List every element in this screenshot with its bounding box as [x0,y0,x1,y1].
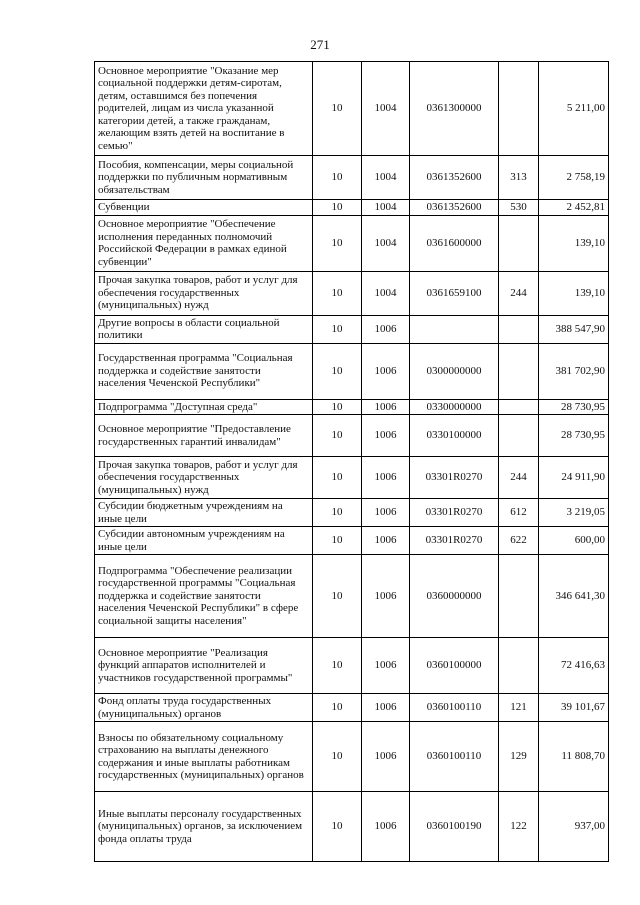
cell-expense-type [499,555,539,638]
cell-expense-type: 122 [499,792,539,862]
cell-expense-type [499,315,539,343]
cell-name: Прочая закупка товаров, работ и услуг для обеспечения государственных (муниципальных) нужд [95,457,313,499]
cell-subsection: 1004 [362,215,410,271]
cell-expense-type: 622 [499,527,539,555]
cell-expense-type: 121 [499,694,539,722]
table-row [95,638,609,694]
cell-subsection: 1006 [362,638,410,694]
cell-subsection: 1004 [362,200,410,216]
cell-name: Основное мероприятие "Оказание мер социальной поддержки детям-сиротам, детям, оставшимся без попечения родителей, лицам из числа указанной категории детей, а также гражданам, желающим взять детей на воспитание в семью" [95,62,313,156]
cell-name: Взносы по обязательному социальному страхованию на выплаты денежного содержания и иные выплаты работникам государственных (муниципальных) органов [95,722,313,792]
cell-section: 10 [313,315,362,343]
cell-section: 10 [313,62,362,156]
cell-subsection: 1004 [362,156,410,200]
cell-expense-type [499,415,539,457]
cell-subsection: 1006 [362,399,410,415]
cell-target-article: 0360100000 [410,638,499,694]
cell-section: 10 [313,399,362,415]
cell-target-article: 0360000000 [410,555,499,638]
cell-amount: 28 730,95 [539,415,609,457]
cell-amount: 11 808,70 [539,722,609,792]
cell-expense-type: 129 [499,722,539,792]
cell-amount: 2 758,19 [539,156,609,200]
cell-amount: 2 452,81 [539,200,609,216]
cell-section: 10 [313,343,362,399]
cell-subsection: 1006 [362,457,410,499]
cell-subsection: 1006 [362,499,410,527]
table-row [95,499,609,527]
cell-target-article: 0361300000 [410,62,499,156]
cell-name: Подпрограмма "Доступная среда" [95,399,313,415]
cell-section: 10 [313,200,362,216]
cell-subsection: 1006 [362,527,410,555]
cell-name: Прочая закупка товаров, работ и услуг для обеспечения государственных (муниципальных) нужд [95,271,313,315]
table-row [95,457,609,499]
page-number: 271 [310,37,330,52]
cell-target-article: 0360100190 [410,792,499,862]
cell-target-article [410,315,499,343]
cell-name: Пособия, компенсации, меры социальной поддержки по публичным нормативным обязательствам [95,156,313,200]
cell-subsection: 1006 [362,722,410,792]
cell-section: 10 [313,527,362,555]
table-row [95,527,609,555]
cell-section: 10 [313,499,362,527]
cell-subsection: 1006 [362,555,410,638]
cell-target-article: 03301R0270 [410,499,499,527]
cell-amount: 3 219,05 [539,499,609,527]
table-row [95,200,609,216]
cell-amount: 39 101,67 [539,694,609,722]
cell-target-article: 03301R0270 [410,457,499,499]
cell-expense-type [499,215,539,271]
cell-amount: 346 641,30 [539,555,609,638]
cell-section: 10 [313,215,362,271]
cell-name: Государственная программа "Социальная поддержка и содействие занятости населения Чеченской Республики" [95,343,313,399]
table-row [95,415,609,457]
table-row [95,343,609,399]
cell-expense-type: 530 [499,200,539,216]
cell-name: Фонд оплаты труда государственных (муниципальных) органов [95,694,313,722]
cell-name: Подпрограмма "Обеспечение реализации государственной программы "Социальная поддержка и содействие занятости населения Чеченской Республики" в сфере социальной защиты населения" [95,555,313,638]
cell-amount: 28 730,95 [539,399,609,415]
cell-subsection: 1006 [362,792,410,862]
cell-amount: 600,00 [539,527,609,555]
cell-name: Субсидии бюджетным учреждениям на иные цели [95,499,313,527]
table-row [95,694,609,722]
budget-table [94,61,609,862]
cell-name: Основное мероприятие "Реализация функций аппаратов исполнителей и участников государственной программы" [95,638,313,694]
cell-expense-type: 612 [499,499,539,527]
cell-amount: 937,00 [539,792,609,862]
cell-target-article: 0330100000 [410,415,499,457]
cell-amount: 72 416,63 [539,638,609,694]
cell-target-article: 0361600000 [410,215,499,271]
cell-target-article: 0330000000 [410,399,499,415]
cell-section: 10 [313,638,362,694]
cell-amount: 139,10 [539,271,609,315]
cell-name: Основное мероприятие "Обеспечение исполнения переданных полномочий Российской Федерации в рамках единой субвенции" [95,215,313,271]
table-row [95,156,609,200]
table-row [95,722,609,792]
cell-name: Другие вопросы в области социальной политики [95,315,313,343]
cell-target-article: 0361352600 [410,200,499,216]
cell-section: 10 [313,271,362,315]
cell-section: 10 [313,722,362,792]
cell-name: Основное мероприятие "Предоставление государственных гарантий инвалидам" [95,415,313,457]
cell-amount: 5 211,00 [539,62,609,156]
cell-target-article: 0361659100 [410,271,499,315]
cell-target-article: 0300000000 [410,343,499,399]
cell-target-article: 0360100110 [410,694,499,722]
cell-subsection: 1006 [362,343,410,399]
table-row [95,62,609,156]
cell-expense-type: 244 [499,271,539,315]
table-row [95,555,609,638]
cell-amount: 381 702,90 [539,343,609,399]
cell-name: Субвенции [95,200,313,216]
cell-target-article: 0360100110 [410,722,499,792]
cell-expense-type: 244 [499,457,539,499]
cell-subsection: 1006 [362,315,410,343]
cell-subsection: 1004 [362,271,410,315]
cell-section: 10 [313,694,362,722]
cell-section: 10 [313,555,362,638]
cell-section: 10 [313,156,362,200]
cell-expense-type [499,62,539,156]
cell-expense-type [499,399,539,415]
cell-expense-type [499,343,539,399]
cell-section: 10 [313,457,362,499]
cell-amount: 388 547,90 [539,315,609,343]
cell-subsection: 1004 [362,62,410,156]
cell-amount: 139,10 [539,215,609,271]
cell-name: Иные выплаты персоналу государственных (муниципальных) органов, за исключением фонда оплаты труда [95,792,313,862]
cell-section: 10 [313,415,362,457]
cell-subsection: 1006 [362,415,410,457]
cell-expense-type [499,638,539,694]
cell-expense-type: 313 [499,156,539,200]
cell-target-article: 0361352600 [410,156,499,200]
table-row [95,399,609,415]
cell-section: 10 [313,792,362,862]
table-row [95,315,609,343]
table-row [95,215,609,271]
cell-name: Субсидии автономным учреждениям на иные цели [95,527,313,555]
cell-subsection: 1006 [362,694,410,722]
table-row [95,792,609,862]
table-row [95,271,609,315]
cell-amount: 24 911,90 [539,457,609,499]
cell-target-article: 03301R0270 [410,527,499,555]
